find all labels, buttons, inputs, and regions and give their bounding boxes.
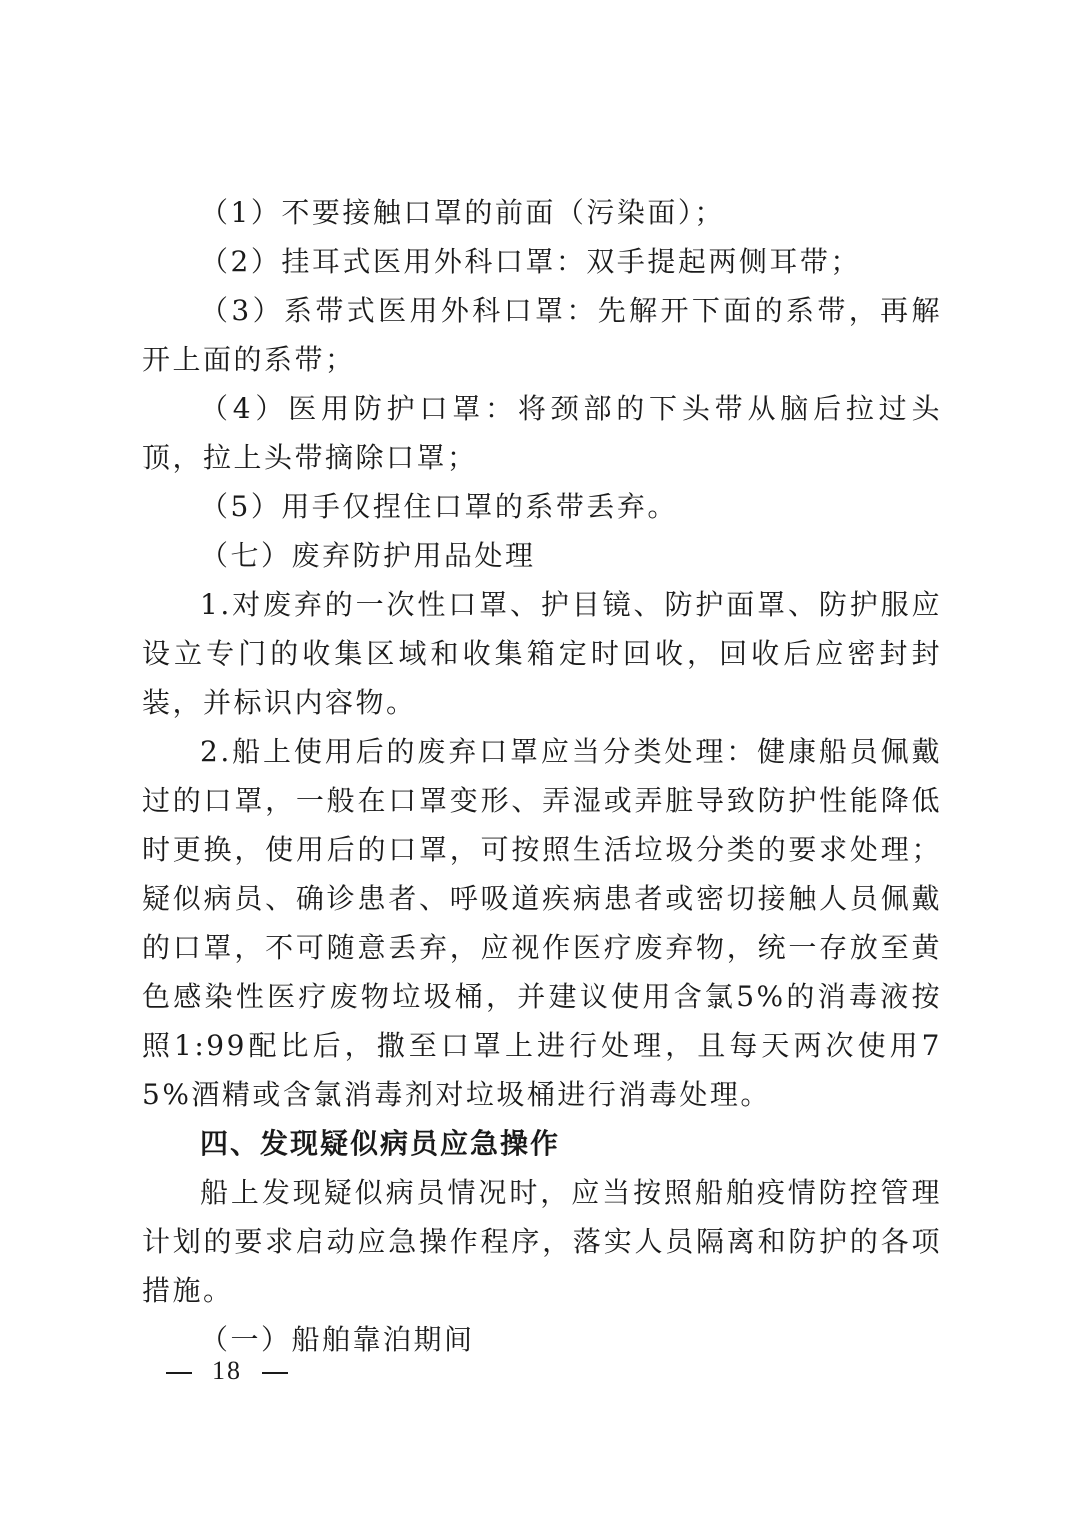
paragraph-ear-loop-mask: （2）挂耳式医用外科口罩：双手提起两侧耳带；: [200, 245, 861, 278]
chapter-heading-emergency: 四、发现疑似病员应急操作: [200, 1127, 561, 1160]
paragraph-mask-front: （1）不要接触口罩的前面（污染面）；: [200, 196, 725, 229]
footer-dash-right: [262, 1372, 288, 1374]
section-heading-berthing: （一）船舶靠泊期间: [200, 1323, 475, 1356]
paragraph-tie-mask: （3）系带式医用外科口罩：先解开下面的系带，再解开上面的系带；: [142, 294, 942, 376]
paragraph-protective-mask: （4）医用防护口罩：将颈部的下头带从脑后拉过头顶，拉上头带摘除口罩；: [142, 392, 942, 474]
paragraph-mask-classification: 2.船上使用后的废弃口罩应当分类处理：健康船员佩戴过的口罩，一般在口罩变形、弄湿或弄脏导致防护性能降低时更换，使用后的口罩，可按照生活垃圾分类的要求处理；疑似病员、确诊患者、呼吸道疾病患者或密切接触人员佩戴的口罩，不可随意丢弃，应视作医疗废弃物，统一存放至黄色感染性医疗废物垃圾桶，并建议使用含氯5%的消毒液按照1:99配比后，撒至口罩上进行处理，且每天两次使用75%酒精或含氯消毒剂对垃圾桶进行消毒处理。: [142, 735, 942, 1111]
paragraph-discard-by-strap: （5）用手仅捏住口罩的系带丢弃。: [200, 490, 678, 523]
page-number: 18: [212, 1356, 242, 1385]
footer-dash-left: [166, 1372, 192, 1374]
section-heading-waste: （七）废弃防护用品处理: [200, 539, 536, 572]
document-body: [142, 188, 942, 1364]
page-footer: [166, 1356, 308, 1386]
paragraph-emergency-procedure: 船上发现疑似病员情况时，应当按照船舶疫情防控管理计划的要求启动应急操作程序，落实人员隔离和防护的各项措施。: [142, 1176, 942, 1307]
paragraph-waste-collection: 1.对废弃的一次性口罩、护目镜、防护面罩、防护服应设立专门的收集区域和收集箱定时回收，回收后应密封封装，并标识内容物。: [142, 588, 942, 719]
